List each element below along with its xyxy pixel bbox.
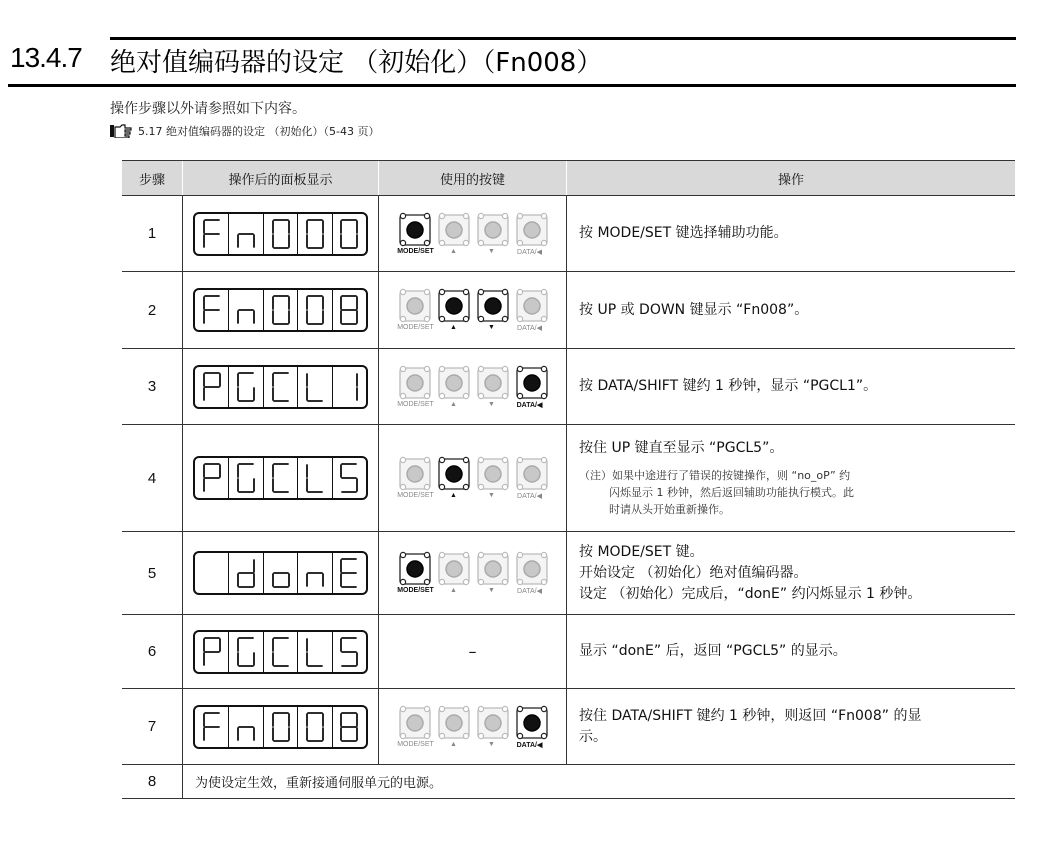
table-row [122,615,1015,689]
led-digit [333,290,366,330]
key-label: DATA/◀ [516,401,543,409]
led-digit [298,290,332,330]
operation-text: 按 UP 或 DOWN 键显示 “Fn008”。 [579,301,809,318]
mode-set-key [397,454,433,492]
operation-text-line: 按住 DATA/SHIFT 键约 1 秒钟，则返回 “Fn008” 的显 [579,707,922,724]
note-line: （注）如果中途进行了错误的按键操作，则 “no_oP” 约 [579,469,851,482]
led-panel-display [193,456,368,500]
operator-keys [397,549,549,597]
operator-keys [397,286,549,334]
operation-cell [567,689,1015,764]
panel-display-cell [183,615,379,688]
keys-cell [379,689,567,764]
data-shift-key [514,286,550,324]
led-digit [229,707,263,747]
led-digit [195,214,229,254]
led-digit [264,632,298,672]
led-digit [264,553,298,593]
operator-keys [397,454,549,502]
key-label: ▲ [450,587,457,594]
led-digit [298,553,332,593]
table-row [122,425,1015,532]
led-digit [195,632,229,672]
led-digit [195,707,229,747]
led-digit [264,458,298,498]
operation-text: 显示 “donE” 后，返回 “PGCL5” 的显示。 [579,643,847,659]
operation-cell [567,272,1015,348]
operation-text: 按 DATA/SHIFT 键约 1 秒钟，显示 “PGCL1”。 [579,378,878,394]
key-label: ▲ [450,492,457,499]
led-panel-display [193,365,368,409]
table-row [122,349,1015,425]
header-step: 步骤 [122,161,183,195]
led-panel-display [193,212,368,256]
operation-text-line: 示。 [579,728,607,745]
led-digit [195,553,229,593]
led-digit [298,707,332,747]
key-label: ▼ [488,492,495,499]
operator-keys [397,703,549,751]
led-digit [298,632,332,672]
led-digit [195,458,229,498]
key-label: MODE/SET [397,740,434,748]
panel-display-cell [183,349,379,424]
step-number: 1 [122,196,183,271]
step-number: 8 [122,765,183,798]
step-number: 4 [122,425,183,531]
led-digit [229,553,263,593]
operator-keys [397,210,549,258]
note-line: 闪烁显示 1 秒钟，然后返回辅助功能执行模式。此 [609,486,854,499]
down-key-pressed [475,286,511,324]
table-body [122,196,1015,799]
led-digit [333,367,366,407]
key-label: ▼ [488,247,495,255]
led-digit [264,290,298,330]
mode-set-key [397,363,433,401]
led-digit [229,632,263,672]
down-key [475,549,511,587]
up-key [436,210,472,248]
key-label: ▼ [488,400,495,408]
keys-cell [379,272,567,348]
table-row [122,689,1015,765]
led-digit [333,553,366,593]
header-display: 操作后的面板显示 [183,161,379,195]
panel-display-cell [183,196,379,271]
step-number: 3 [122,349,183,424]
reference-text: 5.17 绝对值编码器的设定 （初始化）（5-43 页） [138,125,380,138]
keys-cell [379,196,567,271]
operation-cell [567,349,1015,424]
panel-display-cell [183,272,379,348]
led-digit [333,632,366,672]
up-key [436,363,472,401]
data-shift-key-pressed [514,363,550,401]
led-digit [229,458,263,498]
led-digit [264,214,298,254]
key-label: ▲ [450,400,457,408]
operator-keys [397,363,549,411]
procedure-table [122,160,1015,799]
operation-cell [567,532,1015,614]
keys-cell [379,532,567,614]
key-label: DATA/◀ [517,493,542,500]
mode-set-key-pressed [397,210,433,248]
keys-cell [379,425,567,531]
table-header [122,160,1015,196]
mode-set-key [397,703,433,741]
up-key [436,703,472,741]
led-digit [229,214,263,254]
led-panel-display [193,705,368,749]
key-label: ▲ [450,247,457,255]
key-label: ▲ [450,324,457,331]
up-key-pressed [436,454,472,492]
operation-cell [567,196,1015,271]
led-panel-display [193,551,368,595]
header-keys: 使用的按键 [379,161,567,195]
key-label: ▼ [488,324,495,331]
key-label: ▲ [450,740,457,748]
section-number: 13.4.7 [10,42,82,73]
operation-text: 按住 UP 键直至显示 “PGCL5”。 [579,440,784,456]
panel-display-cell [183,689,379,764]
key-label: MODE/SET [397,587,434,594]
operation-text-line: 开始设定 （初始化）绝对值编码器。 [579,564,808,581]
key-label: DATA/◀ [517,588,542,595]
operation-note [579,467,854,518]
led-digit [333,214,366,254]
table-row [122,532,1015,615]
table-row [122,196,1015,272]
key-label: DATA/◀ [516,741,543,749]
key-label: DATA/◀ [517,248,542,256]
heading-rule-top [110,37,1016,40]
operation-cell [567,425,1015,531]
key-label: MODE/SET [397,492,434,499]
keys-cell [379,349,567,424]
led-panel-display [193,288,368,332]
data-shift-key [514,210,550,248]
up-key [436,549,472,587]
led-digit [298,458,332,498]
reference-line [110,123,379,139]
pointing-hand-icon [110,124,132,138]
key-label: DATA/◀ [517,325,542,332]
heading-rule-bottom [8,84,1016,87]
operation-text: 为使设定生效，重新接通伺服单元的电源。 [195,776,443,791]
down-key [475,363,511,401]
header-operation: 操作 [777,172,804,188]
key-label: MODE/SET [397,400,434,408]
operation-text: 按 MODE/SET 键选择辅助功能。 [579,225,788,241]
section-title: 绝对值编码器的设定 （初始化）（Fn008） [110,48,603,78]
operation-text-line: 按 MODE/SET 键。 [579,543,704,560]
key-label: MODE/SET [397,247,434,255]
led-digit [195,290,229,330]
step-number: 6 [122,615,183,688]
led-digit [333,458,366,498]
mode-set-key [397,286,433,324]
led-digit [195,367,229,407]
down-key [475,703,511,741]
led-digit [264,367,298,407]
operation-cell [567,615,1015,688]
panel-display-cell [183,532,379,614]
led-digit [229,367,263,407]
led-digit [298,214,332,254]
down-key [475,454,511,492]
note-line: 时请从头开始重新操作。 [609,503,730,516]
key-label: ▼ [488,740,495,748]
data-shift-key [514,454,550,492]
key-label: ▼ [488,587,495,594]
operation-text-line: 设定 （初始化）完成后，“donE” 约闪烁显示 1 秒钟。 [579,585,922,602]
data-shift-key-pressed [514,703,550,741]
keys-cell [379,615,567,688]
led-panel-display [193,630,368,674]
intro-text: 操作步骤以外请参照如下内容。 [110,101,306,117]
led-digit [333,707,366,747]
down-key [475,210,511,248]
data-shift-key [514,549,550,587]
led-digit [298,367,332,407]
mode-set-key-pressed [397,549,433,587]
step-number: 5 [122,532,183,614]
key-label: MODE/SET [397,324,434,331]
led-digit [229,290,263,330]
step-number: 2 [122,272,183,348]
table-row [122,765,1015,799]
led-digit [264,707,298,747]
up-key-pressed [436,286,472,324]
no-key-dash: – [468,642,477,661]
step-number: 7 [122,689,183,764]
table-row [122,272,1015,349]
panel-display-cell [183,425,379,531]
